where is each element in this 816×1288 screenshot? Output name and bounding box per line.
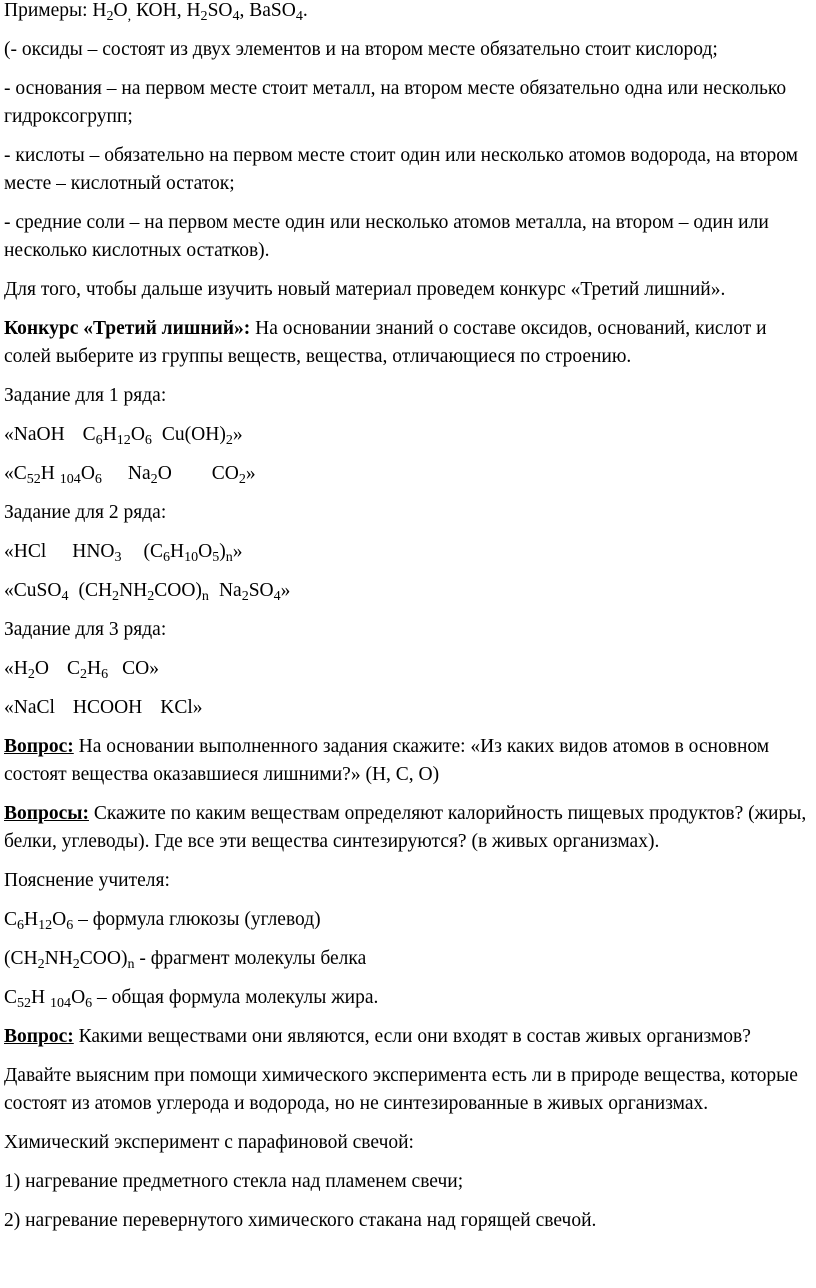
experiment-intro: Давайте выясним при помощи химического эксперимента есть ли в природе вещества, которые состоят из атомов углерода и водорода, но не синтезированные в живых организмах. xyxy=(4,1065,798,1114)
definition-acids: - кислоты – обязательно на первом месте стоит один или несколько атомов водорода, на втором месте – кислотный остаток; xyxy=(4,145,798,194)
document-page xyxy=(4,0,808,1246)
intro-paragraph: Для того, чтобы дальше изучить новый материал проведем конкурс «Третий лишний». xyxy=(4,279,726,300)
task1-row2: «$C_{52}H$ $_{104}O_6$ $Na_2O$ $CO_2$» xyxy=(4,463,256,487)
definition-salts: - средние соли – на первом месте один или несколько атомов металла, на втором – один или несколько кислотных остатков). xyxy=(4,212,769,261)
teacher-protein: $(CH_2NH_2COO)_n$ - фрагмент молекулы белка xyxy=(4,948,367,972)
task3-row2: «NaCl HCOOH KCl» xyxy=(4,697,203,718)
formula-h2o: $H_2O_,$ xyxy=(92,0,132,24)
examples-line: Примеры: $H_2O_,$ КОН, $H_2SO_4$, BaSO$_4$. xyxy=(4,0,308,24)
question-atoms: Вопрос: На основании выполненного задания скажите: «Из каких видов атомов в основном состоят вещества оказавшиеся лишними?» (H, C, O) xyxy=(4,736,770,785)
question-label: Вопрос: xyxy=(4,736,74,757)
questions-label: Вопросы: xyxy=(4,803,89,824)
task1-row1: «NaOH $C_6H_{12}O_6$ $Cu(OH)_2$» xyxy=(4,424,243,448)
question-calories: Вопросы: Скажите по каким веществам определяют калорийность пищевых продуктов? (жиры, белки, углеводы). Где все эти вещества синтезируются? (в живых организмах). xyxy=(4,803,807,852)
experiment-step-2: 2) нагревание перевернутого химического стакана над горящей свечой. xyxy=(4,1210,597,1231)
question-label-2: Вопрос: xyxy=(4,1026,74,1047)
teacher-title: Пояснение учителя: xyxy=(4,870,170,891)
task2-title: Задание для 2 ряда: xyxy=(4,502,167,523)
task2-row2: «CuSO$_4$ $(CH_2NH_2COO)_n$ $Na_2SO_4$» xyxy=(4,580,291,604)
contest-paragraph: Конкурс «Третий лишний»: На основании знаний о составе оксидов, оснований, кислот и солей выберите из группы веществ, вещества, отличающиеся по строению. xyxy=(4,318,767,367)
task3-row1: «$H_2O$ $C_2H_6$ CO» xyxy=(4,658,159,682)
contest-label: Конкурс «Третий лишний»: xyxy=(4,318,251,339)
task1-title: Задание для 1 ряда: xyxy=(4,385,167,406)
experiment-step-1: 1) нагревание предметного стекла над пламенем свечи; xyxy=(4,1171,464,1192)
formula-h2so4: $H_2SO_4$ xyxy=(186,0,240,24)
definition-oxides: (- оксиды – состоят из двух элементов и на втором месте обязательно стоит кислород; xyxy=(4,39,718,60)
experiment-title: Химический эксперимент с парафиновой свечой: xyxy=(4,1132,414,1153)
task3-title: Задание для 3 ряда: xyxy=(4,619,167,640)
teacher-fat: $C_{52}H$ $_{104}O_6$ – общая формула молекулы жира. xyxy=(4,987,379,1011)
task2-row1: «HCl $HNO_3$ $(C_6H_{10}O_5)_n$» xyxy=(4,541,243,565)
formula-baso4: BaSO$_4$ xyxy=(249,0,303,24)
question-organisms: Вопрос: Какими веществами они являются, если они входят в состав живых организмов? xyxy=(4,1026,751,1047)
definition-bases: - основания – на первом месте стоит металл, на втором месте обязательно одна или несколько гидроксогрупп; xyxy=(4,78,787,127)
teacher-glucose: $C_6H_{12}O_6$ – формула глюкозы (углевод) xyxy=(4,909,321,933)
formula-koh: КОН, xyxy=(131,0,187,21)
